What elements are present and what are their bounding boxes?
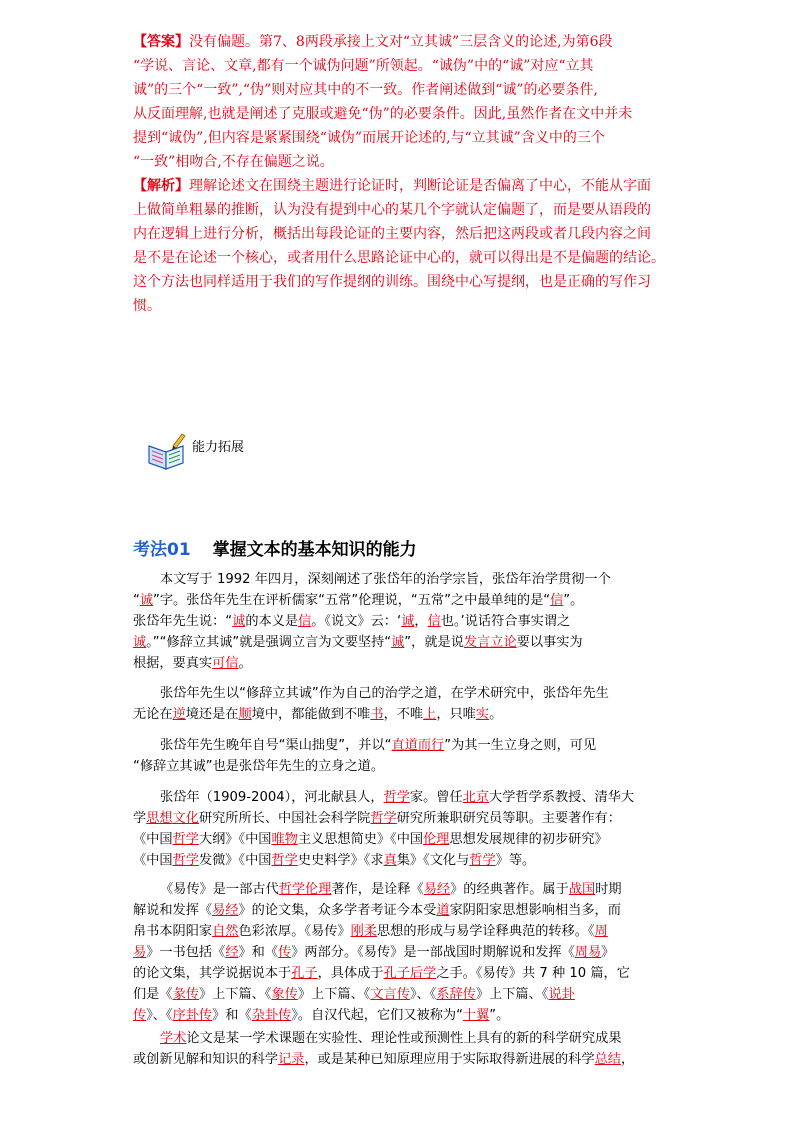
hyperlink-term[interactable]: 自然 bbox=[212, 924, 239, 939]
hyperlink-term[interactable]: 实 bbox=[475, 707, 490, 722]
paragraph-line: 张岱年先生说：“诚的本义是信。《说文》云：‘诚，信也。’说话符合事实谓之 bbox=[133, 614, 571, 629]
analysis-line: 这个方法也同样适用于我们的写作提纲的训练。围绕中心写提纲，也是正确的写作习 bbox=[133, 274, 651, 290]
hyperlink-term[interactable]: 逆 bbox=[172, 707, 186, 722]
answer-line: 【答案】没有偏题。第7、8两段承接上文对“立其诚”三层含义的论述,为第6段 bbox=[133, 34, 613, 50]
paragraph-line: 们是《彖传》上下篇、《象传》上下篇、《文言传》、《系辞传》上下篇、《说卦 bbox=[133, 987, 575, 1002]
hyperlink-term[interactable]: 文言传 bbox=[370, 987, 410, 1002]
paragraph-line: 《中国哲学发微》《中国哲学史史料学》《求真集》《文化与哲学》等。 bbox=[133, 853, 536, 868]
paragraph bbox=[133, 787, 673, 871]
answer-line: 诚”的三个“一致”,“伪”则对应其中的不一致。作者阐述做到“诚”的必要条件, bbox=[133, 82, 598, 98]
hyperlink-term[interactable]: 哲学 bbox=[469, 853, 496, 868]
answer-text bbox=[133, 30, 678, 174]
paragraph-line: “诚”字。张岱年先生在评析儒家“五常”伦理说，“五常”之中最单纯的是“信”。 bbox=[133, 593, 584, 608]
paragraph-line: 张岱年先生晚年自号“渠山拙叟”，并以“直道而行”为其一生立身之则，可见 bbox=[160, 738, 597, 753]
book-pencil-icon bbox=[146, 432, 188, 472]
analysis-tag: 【解析】 bbox=[133, 178, 189, 194]
hyperlink-term[interactable]: 诚 bbox=[139, 593, 154, 608]
paragraph-line: 张岱年（1909-2004），河北献县人，哲学家。曾任北京大学哲学系教授、清华大 bbox=[160, 790, 635, 805]
hyperlink-term[interactable]: 伦理 bbox=[423, 832, 450, 847]
hyperlink-term[interactable]: 孔子后学 bbox=[383, 966, 437, 981]
paragraph-line: 本文写于 1992 年四月，深刻阐述了张岱年的治学宗旨，张岱年治学贯彻一个 bbox=[160, 572, 611, 587]
hyperlink-term[interactable]: 传 bbox=[133, 1008, 147, 1023]
hyperlink-term[interactable]: 信 bbox=[550, 593, 564, 608]
hyperlink-term[interactable]: 上 bbox=[423, 707, 437, 722]
ability-extension-label: 能力拓展 bbox=[192, 440, 245, 455]
analysis-line: 【解析】理解论述文在围绕主题进行论证时，判断论证是否偏离了中心，不能从字面 bbox=[133, 178, 651, 194]
hyperlink-term[interactable]: 易 bbox=[133, 945, 147, 960]
hyperlink-term[interactable]: 系辞传 bbox=[436, 987, 476, 1002]
hyperlink-term[interactable]: 哲学伦理 bbox=[278, 882, 332, 897]
analysis-line: 上做简单粗暴的推断，认为没有提到中心的某几个字就认定偏题了，而是要从语段的 bbox=[133, 202, 651, 218]
paragraph-line: 传》、《序卦传》和《杂卦传》。自汉代起，它们又被称为“十翼”。 bbox=[133, 1008, 510, 1023]
paragraph-line: 的论文集，其学说据说本于孔子，具体成于孔子后学之手。《易传》共 7 种 10 篇，它 bbox=[133, 966, 630, 981]
analysis-line: 惯。 bbox=[133, 298, 161, 314]
section-title: 掌握文本的基本知识的能力 bbox=[212, 540, 417, 560]
paragraph-line: 《中国哲学大纲》《中国唯物主义思想简史》《中国伦理思想发展规律的初步研究》 bbox=[133, 832, 608, 847]
paragraph-line: “修辞立其诚”也是张岱年先生的立身之道。 bbox=[133, 759, 385, 774]
section-number: 考法01 bbox=[133, 540, 191, 560]
hyperlink-term[interactable]: 哲学 bbox=[271, 853, 298, 868]
hyperlink-term[interactable]: 经 bbox=[225, 945, 239, 960]
hyperlink-term[interactable]: 杂卦传 bbox=[251, 1008, 292, 1023]
hyperlink-term[interactable]: 诚 bbox=[401, 614, 415, 629]
section-heading bbox=[133, 535, 417, 560]
hyperlink-term[interactable]: 哲学 bbox=[383, 790, 410, 805]
hyperlink-term[interactable]: 信 bbox=[427, 614, 441, 629]
paragraph bbox=[133, 1028, 673, 1070]
hyperlink-term[interactable]: 刚柔 bbox=[350, 924, 377, 939]
answer-tag: 【答案】 bbox=[133, 34, 189, 50]
hyperlink-term[interactable]: 书 bbox=[370, 707, 384, 722]
hyperlink-term[interactable]: 周 bbox=[594, 924, 608, 939]
hyperlink-term[interactable]: 总结 bbox=[594, 1052, 621, 1067]
hyperlink-term[interactable]: 哲学 bbox=[172, 832, 199, 847]
answer-line: 提到“诚伪”,但内容是紧紧围绕“诚伪”而展开论述的,与“立其诚”含义中的三个 bbox=[133, 130, 605, 146]
paragraph-line: 根据，要真实可信。 bbox=[133, 656, 252, 671]
hyperlink-term[interactable]: 信 bbox=[298, 614, 312, 629]
hyperlink-term[interactable]: 诚 bbox=[232, 614, 246, 629]
analysis-line: 是不是在论述一个核心，或者用什么思路论证中心的，就可以得出是不是偏题的结论。 bbox=[133, 250, 665, 266]
hyperlink-term[interactable]: 北京 bbox=[462, 790, 490, 805]
answer-line: “学说、言论、文章,都有一个诚伪问题”所领起。“诚伪”中的“诚”对应“立其 bbox=[133, 58, 594, 74]
hyperlink-term[interactable]: 顺 bbox=[238, 707, 252, 722]
hyperlink-term[interactable]: 直道而行 bbox=[391, 738, 445, 753]
hyperlink-term[interactable]: 诚 bbox=[391, 635, 405, 650]
paragraph-line: 《易传》是一部古代哲学伦理著作，是诠释《易经》的经典著作。属于战国时期 bbox=[160, 882, 622, 897]
analysis-line: 内在逻辑上进行分析，概括出每段论证的主要内容，然后把这两段或者几段内容之间 bbox=[133, 226, 651, 242]
paragraph-line: 帛书本阴阳家自然色彩浓厚。《易传》刚柔思想的形成与易学诠释典范的转移。《周 bbox=[133, 924, 608, 939]
hyperlink-term[interactable]: 序卦传 bbox=[172, 1008, 213, 1023]
hyperlink-term[interactable]: 可信 bbox=[212, 656, 239, 671]
paragraph-line: 易》一书包括《经》和《传》两部分。《易传》是一部战国时期解说和发挥《周易》 bbox=[133, 945, 615, 960]
hyperlink-term[interactable]: 唯物 bbox=[271, 832, 298, 847]
analysis-text bbox=[133, 174, 678, 318]
hyperlink-term[interactable]: 周易 bbox=[574, 945, 602, 960]
hyperlink-term[interactable]: 哲学 bbox=[172, 853, 199, 868]
hyperlink-term[interactable]: 道 bbox=[436, 903, 450, 918]
paragraph bbox=[133, 879, 673, 1026]
paragraph-line: 或创新见解和知识的科学记录，或是某种已知原理应用于实际取得新进展的科学总结， bbox=[133, 1052, 635, 1067]
hyperlink-term[interactable]: 思想文化 bbox=[146, 811, 199, 826]
paragraph bbox=[133, 569, 673, 674]
hyperlink-term[interactable]: 记录 bbox=[278, 1052, 305, 1067]
answer-line: 从反面理解,也就是阐述了克服或避免“伪”的必要条件。因此,虽然作者在文中并未 bbox=[133, 106, 633, 122]
answer-block bbox=[133, 30, 678, 318]
hyperlink-term[interactable]: 易经 bbox=[212, 903, 239, 918]
paragraph-line: 学术论文是某一学术课题在实验性、理论性或预测性上具有的新的科学研究成果 bbox=[160, 1031, 622, 1046]
paragraph-line: 诚。”“修辞立其诚”就是强调立言为文要坚持“诚”，就是说发言立论要以事实为 bbox=[133, 635, 583, 650]
hyperlink-term[interactable]: 传 bbox=[278, 945, 292, 960]
hyperlink-term[interactable]: 说卦 bbox=[548, 987, 575, 1002]
hyperlink-term[interactable]: 孔子 bbox=[291, 966, 318, 981]
paragraph-line: 解说和发挥《易经》的论文集，众多学者考证今本受道家阴阳家思想影响相当多，而 bbox=[133, 903, 621, 918]
hyperlink-term[interactable]: 真 bbox=[383, 853, 397, 868]
paragraph-line: 张岱年先生以“修辞立其诚”作为自己的治学之道，在学术研究中，张岱年先生 bbox=[160, 686, 609, 701]
answer-line: “一致”相吻合,不存在偏题之说。 bbox=[133, 154, 334, 170]
hyperlink-term[interactable]: 易经 bbox=[423, 882, 451, 897]
hyperlink-term[interactable]: 诚 bbox=[133, 635, 147, 650]
hyperlink-term[interactable]: 十翼 bbox=[462, 1008, 490, 1023]
hyperlink-term[interactable]: 哲学 bbox=[370, 811, 397, 826]
paragraph bbox=[133, 735, 673, 777]
hyperlink-term[interactable]: 象传 bbox=[271, 987, 298, 1002]
hyperlink-term[interactable]: 战国 bbox=[568, 882, 596, 897]
paragraph bbox=[133, 683, 673, 725]
hyperlink-term[interactable]: 发言立论 bbox=[463, 635, 517, 650]
paragraph-line: 学思想文化研究所所长、中国社会科学院哲学研究所兼职研究员等职。主要著作有： bbox=[133, 811, 621, 826]
ability-extension-header bbox=[146, 432, 346, 472]
hyperlink-term[interactable]: 彖传 bbox=[172, 987, 199, 1002]
paragraph-line: 无论在逆境还是在顺境中，都能做到不唯书，不唯上，只唯实。 bbox=[133, 707, 503, 722]
hyperlink-term[interactable]: 学术 bbox=[160, 1031, 187, 1046]
